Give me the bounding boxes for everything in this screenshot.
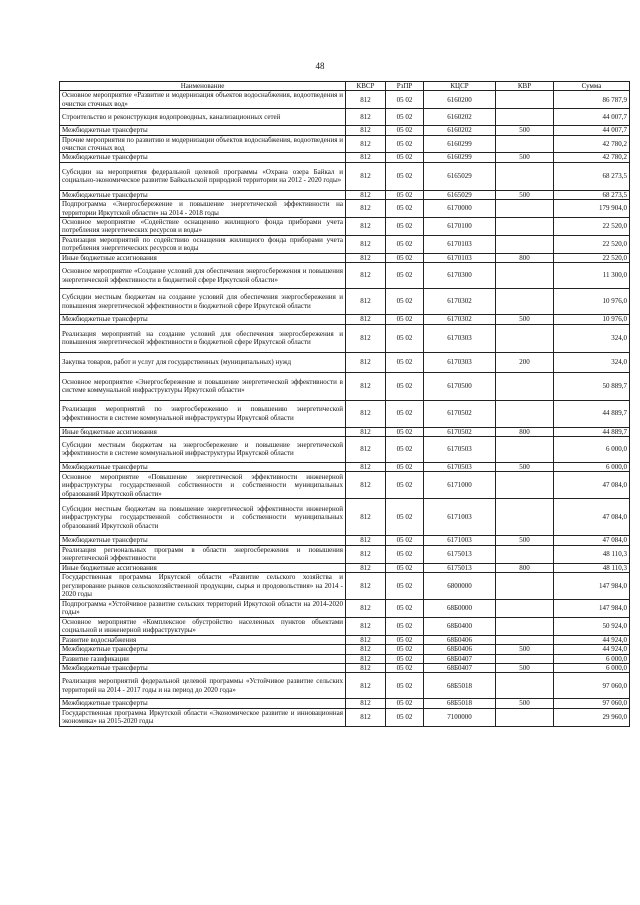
cell-rzpr: 05 02 <box>386 673 424 699</box>
table-row <box>60 427 630 436</box>
table-row <box>60 654 630 663</box>
cell-kcsr: 6160299 <box>424 135 496 153</box>
table-row <box>60 126 630 135</box>
budget-table <box>59 81 630 727</box>
cell-kvr <box>496 499 554 536</box>
cell-kvsr: 812 <box>346 617 386 635</box>
cell-kvr: 500 <box>496 645 554 654</box>
cell-kcsr: 6171003 <box>424 536 496 545</box>
cell-kvr: 200 <box>496 352 554 372</box>
cell-kvsr: 812 <box>346 289 386 315</box>
cell-kvsr: 812 <box>346 545 386 563</box>
cell-kvsr: 812 <box>346 190 386 199</box>
table-row <box>60 135 630 153</box>
page-number: 48 <box>315 61 325 71</box>
cell-sum: 86 787,9 <box>554 91 630 109</box>
cell-kvsr: 812 <box>346 663 386 672</box>
cell-sum: 97 060,0 <box>554 673 630 699</box>
cell-name: Межбюджетные трансферты <box>60 190 346 199</box>
cell-kcsr: 6800000 <box>424 572 496 599</box>
table-row <box>60 109 630 126</box>
header-kvr: КВР <box>496 82 554 91</box>
cell-kvr <box>496 324 554 352</box>
table-row <box>60 462 630 471</box>
cell-rzpr: 05 02 <box>386 235 424 253</box>
cell-kvr <box>496 572 554 599</box>
cell-kcsr: 6165029 <box>424 190 496 199</box>
cell-sum: 68 273,5 <box>554 190 630 199</box>
table-row <box>60 190 630 199</box>
cell-rzpr: 05 02 <box>386 635 424 644</box>
cell-sum: 6 000,0 <box>554 462 630 471</box>
table-row <box>60 699 630 708</box>
cell-name: Межбюджетные трансферты <box>60 536 346 545</box>
table-row <box>60 289 630 315</box>
table-row <box>60 599 630 617</box>
cell-kcsr: 68Б0400 <box>424 617 496 635</box>
cell-kvr <box>496 135 554 153</box>
cell-sum: 47 084,0 <box>554 536 630 545</box>
cell-sum: 147 984,0 <box>554 572 630 599</box>
cell-kvsr: 812 <box>346 654 386 663</box>
table-row <box>60 545 630 563</box>
cell-kvsr: 812 <box>346 218 386 236</box>
cell-name: Основное мероприятие «Энергосбережение и повышение энергетической эффективности в системе коммунальной инфраструктуры Иркутской области» <box>60 372 346 400</box>
cell-sum: 47 084,0 <box>554 472 630 499</box>
cell-kcsr: 6175013 <box>424 563 496 572</box>
cell-kvr <box>496 372 554 400</box>
cell-kcsr: 6170103 <box>424 253 496 262</box>
table-row <box>60 372 630 400</box>
cell-name: Субсидии местным бюджетам на повышение энергетической эффективности инженерной инфраструктуры государственной собственности и собственности муниципальных образований Иркутской области <box>60 499 346 536</box>
cell-kcsr: 6170103 <box>424 235 496 253</box>
cell-kvsr: 812 <box>346 126 386 135</box>
cell-kcsr: 68Б5018 <box>424 673 496 699</box>
cell-kvr <box>496 673 554 699</box>
cell-kvsr: 812 <box>346 91 386 109</box>
cell-name: Реализация мероприятий на создание условий для обеспечения энергосбережения и повышения энергетической эффективности в бюджетной сфере Иркутской области <box>60 324 346 352</box>
cell-kcsr: 68Б0406 <box>424 645 496 654</box>
cell-kvsr: 812 <box>346 200 386 218</box>
table-row <box>60 472 630 499</box>
cell-name: Межбюджетные трансферты <box>60 153 346 162</box>
cell-kcsr: 6170000 <box>424 200 496 218</box>
cell-rzpr: 05 02 <box>386 190 424 199</box>
cell-name: Основное мероприятие «Содействие оснащению жилищного фонда приборами учета потребления энергетических ресурсов и воды» <box>60 218 346 236</box>
cell-name: Межбюджетные трансферты <box>60 645 346 654</box>
cell-kvsr: 812 <box>346 599 386 617</box>
cell-kvr: 500 <box>496 190 554 199</box>
cell-kvsr: 812 <box>346 162 386 190</box>
cell-sum: 29 960,0 <box>554 708 630 726</box>
cell-kcsr: 6170502 <box>424 400 496 427</box>
cell-kcsr: 6170300 <box>424 263 496 289</box>
cell-kcsr: 6170502 <box>424 427 496 436</box>
cell-kcsr: 6170100 <box>424 218 496 236</box>
cell-sum: 42 780,2 <box>554 135 630 153</box>
cell-rzpr: 05 02 <box>386 572 424 599</box>
cell-rzpr: 05 02 <box>386 400 424 427</box>
table-row <box>60 645 630 654</box>
cell-name: Основное мероприятие «Создание условий для обеспечения энергосбережения и повышения энергетической эффективности в бюджетной сфере Иркутской области» <box>60 263 346 289</box>
cell-kvsr: 812 <box>346 472 386 499</box>
cell-kvsr: 812 <box>346 436 386 462</box>
cell-sum: 6 000,0 <box>554 663 630 672</box>
cell-rzpr: 05 02 <box>386 663 424 672</box>
cell-name: Субсидии местным бюджетам на энергосбережение и повышение энергетической эффективности в системе коммунальной инфраструктуры Иркутской области <box>60 436 346 462</box>
cell-rzpr: 05 02 <box>386 126 424 135</box>
table-row <box>60 235 630 253</box>
cell-kvsr: 812 <box>346 109 386 126</box>
cell-kcsr: 6170302 <box>424 289 496 315</box>
cell-rzpr: 05 02 <box>386 200 424 218</box>
cell-kcsr: 6170303 <box>424 352 496 372</box>
cell-rzpr: 05 02 <box>386 617 424 635</box>
cell-sum: 22 520,0 <box>554 253 630 262</box>
cell-kvr <box>496 472 554 499</box>
cell-rzpr: 05 02 <box>386 545 424 563</box>
cell-kvsr: 812 <box>346 352 386 372</box>
cell-name: Развитие водоснабжения <box>60 635 346 644</box>
cell-kvsr: 812 <box>346 235 386 253</box>
table-row <box>60 218 630 236</box>
cell-kvsr: 812 <box>346 263 386 289</box>
cell-kvsr: 812 <box>346 645 386 654</box>
cell-kcsr: 6170503 <box>424 436 496 462</box>
header-kcsr: КЦСР <box>424 82 496 91</box>
table-row <box>60 200 630 218</box>
cell-kcsr: 7100000 <box>424 708 496 726</box>
cell-sum: 48 110,3 <box>554 545 630 563</box>
table-row <box>60 708 630 726</box>
cell-name: Прочие мероприятия по развитию и модернизации объектов водоснабжения, водоотведения и очистки сточных вод <box>60 135 346 153</box>
cell-rzpr: 05 02 <box>386 289 424 315</box>
cell-kvsr: 812 <box>346 673 386 699</box>
cell-name: Государственная программа Иркутской области «Развитие сельского хозяйства и регулирование рынков сельскохозяйственной продукции, сырья и продовольствия» на 2014 - 2020 годы <box>60 572 346 599</box>
cell-kvr <box>496 654 554 663</box>
cell-kvsr: 812 <box>346 153 386 162</box>
cell-kvr <box>496 91 554 109</box>
cell-kvsr: 812 <box>346 708 386 726</box>
cell-kvr: 500 <box>496 462 554 471</box>
cell-sum: 44 007,7 <box>554 126 630 135</box>
cell-rzpr: 05 02 <box>386 462 424 471</box>
cell-kvr <box>496 109 554 126</box>
cell-kcsr: 6160202 <box>424 126 496 135</box>
cell-rzpr: 05 02 <box>386 109 424 126</box>
cell-kcsr: 6171003 <box>424 499 496 536</box>
cell-kcsr: 6160200 <box>424 91 496 109</box>
cell-name: Реализация мероприятий по энергосбережению и повышению энергетической эффективности в системе коммунальной инфраструктуры Иркутской области <box>60 400 346 427</box>
cell-kvsr: 812 <box>346 315 386 324</box>
cell-rzpr: 05 02 <box>386 135 424 153</box>
cell-kvr: 500 <box>496 536 554 545</box>
table-row <box>60 436 630 462</box>
cell-kvr <box>496 218 554 236</box>
cell-kvsr: 812 <box>346 400 386 427</box>
cell-rzpr: 05 02 <box>386 427 424 436</box>
cell-name: Межбюджетные трансферты <box>60 462 346 471</box>
table-row <box>60 352 630 372</box>
cell-rzpr: 05 02 <box>386 499 424 536</box>
cell-rzpr: 05 02 <box>386 699 424 708</box>
table-row <box>60 253 630 262</box>
cell-sum: 324,0 <box>554 352 630 372</box>
cell-sum: 48 110,3 <box>554 563 630 572</box>
cell-rzpr: 05 02 <box>386 472 424 499</box>
cell-sum: 147 984,0 <box>554 599 630 617</box>
cell-name: Основное мероприятие «Комплексное обустройство населенных пунктов объектами социальной и инженерной инфраструктуры» <box>60 617 346 635</box>
cell-rzpr: 05 02 <box>386 708 424 726</box>
cell-rzpr: 05 02 <box>386 536 424 545</box>
table-row <box>60 315 630 324</box>
cell-kvr <box>496 235 554 253</box>
cell-kvr <box>496 545 554 563</box>
cell-rzpr: 05 02 <box>386 645 424 654</box>
cell-kvsr: 812 <box>346 462 386 471</box>
table-row <box>60 572 630 599</box>
cell-sum: 42 780,2 <box>554 153 630 162</box>
cell-kvr: 500 <box>496 663 554 672</box>
cell-kcsr: 6170303 <box>424 324 496 352</box>
cell-sum: 6 000,0 <box>554 436 630 462</box>
cell-rzpr: 05 02 <box>386 162 424 190</box>
cell-name: Закупка товаров, работ и услуг для государственных (муниципальных) нужд <box>60 352 346 372</box>
cell-kcsr: 6160299 <box>424 153 496 162</box>
cell-kvsr: 812 <box>346 572 386 599</box>
table-row <box>60 400 630 427</box>
cell-kvsr: 812 <box>346 635 386 644</box>
cell-sum: 68 273,5 <box>554 162 630 190</box>
cell-kvr: 500 <box>496 315 554 324</box>
cell-kvr <box>496 263 554 289</box>
cell-rzpr: 05 02 <box>386 153 424 162</box>
cell-name: Реализация региональных программ в области энергосбережения и повышения энергетической эффективности <box>60 545 346 563</box>
cell-sum: 97 060,0 <box>554 699 630 708</box>
cell-kvr <box>496 400 554 427</box>
table-row <box>60 663 630 672</box>
cell-sum: 179 904,0 <box>554 200 630 218</box>
cell-name: Межбюджетные трансферты <box>60 699 346 708</box>
cell-name: Государственная программа Иркутской области «Экономическое развитие и инновационная экономика» на 2015-2020 годы <box>60 708 346 726</box>
cell-kvr: 800 <box>496 253 554 262</box>
cell-kvr: 500 <box>496 699 554 708</box>
cell-kcsr: 6170500 <box>424 372 496 400</box>
cell-kcsr: 6175013 <box>424 545 496 563</box>
cell-kcsr: 68Б0407 <box>424 663 496 672</box>
cell-sum: 22 520,0 <box>554 218 630 236</box>
header-kvsr: КВСР <box>346 82 386 91</box>
table-row <box>60 162 630 190</box>
cell-rzpr: 05 02 <box>386 91 424 109</box>
table-header-row <box>60 82 630 91</box>
table-row <box>60 536 630 545</box>
cell-name: Основное мероприятие «Повышение энергетической эффективности инженерной инфраструктуры государственной собственности и собственности муниципальных образований Иркутской области» <box>60 472 346 499</box>
cell-kvsr: 812 <box>346 135 386 153</box>
cell-kvr <box>496 289 554 315</box>
cell-name: Межбюджетные трансферты <box>60 315 346 324</box>
cell-rzpr: 05 02 <box>386 263 424 289</box>
cell-sum: 10 976,0 <box>554 315 630 324</box>
cell-name: Строительство и реконструкция водопроводных, канализационных сетей <box>60 109 346 126</box>
table-row <box>60 324 630 352</box>
cell-kvsr: 812 <box>346 699 386 708</box>
cell-kvr <box>496 200 554 218</box>
cell-sum: 44 889,7 <box>554 427 630 436</box>
cell-name: Иные бюджетные ассигнования <box>60 563 346 572</box>
cell-rzpr: 05 02 <box>386 324 424 352</box>
header-rzpr: РзПР <box>386 82 424 91</box>
cell-sum: 10 976,0 <box>554 289 630 315</box>
header-sum: Сумма <box>554 82 630 91</box>
cell-sum: 44 924,0 <box>554 635 630 644</box>
cell-rzpr: 05 02 <box>386 352 424 372</box>
cell-kvr <box>496 599 554 617</box>
table-row <box>60 153 630 162</box>
cell-kvr: 500 <box>496 153 554 162</box>
cell-kvsr: 812 <box>346 372 386 400</box>
table-row <box>60 563 630 572</box>
cell-name: Субсидии на мероприятия федеральной целевой программы «Охрана озера Байкал и социально-экономическое развитие Байкальской природной территории на 2012 - 2020 годы» <box>60 162 346 190</box>
cell-sum: 44 924,0 <box>554 645 630 654</box>
cell-sum: 324,0 <box>554 324 630 352</box>
cell-kcsr: 6170503 <box>424 462 496 471</box>
cell-sum: 11 300,0 <box>554 263 630 289</box>
cell-name: Подпрограмма «Энергосбережение и повышение энергетической эффективности на территории Иркутской области» на 2014 - 2018 годы <box>60 200 346 218</box>
cell-sum: 50 889,7 <box>554 372 630 400</box>
cell-kvr <box>496 617 554 635</box>
cell-rzpr: 05 02 <box>386 436 424 462</box>
cell-kvr <box>496 162 554 190</box>
cell-kvsr: 812 <box>346 563 386 572</box>
cell-name: Основное мероприятие «Развитие и модернизация объектов водоснабжения, водоотведения и очистки сточных вод» <box>60 91 346 109</box>
cell-sum: 50 924,0 <box>554 617 630 635</box>
cell-kvr: 800 <box>496 563 554 572</box>
table-row <box>60 617 630 635</box>
cell-name: Межбюджетные трансферты <box>60 126 346 135</box>
cell-kcsr: 68Б5018 <box>424 699 496 708</box>
cell-kcsr: 68Б0406 <box>424 635 496 644</box>
cell-name: Субсидии местным бюджетам на создание условий для обеспечения энергосбережения и повышения энергетической эффективности в бюджетной сфере Иркутской области <box>60 289 346 315</box>
cell-rzpr: 05 02 <box>386 599 424 617</box>
cell-sum: 6 000,0 <box>554 654 630 663</box>
cell-sum: 44 889,7 <box>554 400 630 427</box>
table-row <box>60 673 630 699</box>
table-row <box>60 499 630 536</box>
cell-kvsr: 812 <box>346 499 386 536</box>
cell-kcsr: 6165029 <box>424 162 496 190</box>
cell-sum: 44 007,7 <box>554 109 630 126</box>
cell-kvsr: 812 <box>346 253 386 262</box>
cell-kcsr: 68Б0000 <box>424 599 496 617</box>
cell-name: Реализация мероприятий по содействию оснащения жилищного фонда приборами учета потребления энергетических ресурсов и воды <box>60 235 346 253</box>
cell-kvr <box>496 436 554 462</box>
cell-name: Межбюджетные трансферты <box>60 663 346 672</box>
table-row <box>60 91 630 109</box>
header-name: Наименование <box>60 82 346 91</box>
cell-rzpr: 05 02 <box>386 372 424 400</box>
cell-name: Подпрограмма «Устойчивое развитие сельских территорий Иркутской области на 2014-2020 годы» <box>60 599 346 617</box>
cell-kcsr: 6171000 <box>424 472 496 499</box>
cell-rzpr: 05 02 <box>386 563 424 572</box>
cell-kvsr: 812 <box>346 536 386 545</box>
cell-kvsr: 812 <box>346 324 386 352</box>
table-row <box>60 635 630 644</box>
cell-kvr: 800 <box>496 427 554 436</box>
cell-name: Реализация мероприятий федеральной целевой программы «Устойчивое развитие сельских территорий на 2014 - 2017 годы и на период до 2020 года» <box>60 673 346 699</box>
cell-sum: 47 084,0 <box>554 499 630 536</box>
cell-kvsr: 812 <box>346 427 386 436</box>
cell-kvr <box>496 635 554 644</box>
cell-kcsr: 68Б0407 <box>424 654 496 663</box>
cell-kcsr: 6160202 <box>424 109 496 126</box>
cell-sum: 22 520,0 <box>554 235 630 253</box>
cell-rzpr: 05 02 <box>386 218 424 236</box>
cell-kcsr: 6170302 <box>424 315 496 324</box>
cell-name: Развитие газификации <box>60 654 346 663</box>
cell-rzpr: 05 02 <box>386 253 424 262</box>
cell-name: Иные бюджетные ассигнования <box>60 253 346 262</box>
cell-kvr <box>496 708 554 726</box>
table-row <box>60 263 630 289</box>
cell-kvr: 500 <box>496 126 554 135</box>
cell-rzpr: 05 02 <box>386 654 424 663</box>
cell-rzpr: 05 02 <box>386 315 424 324</box>
cell-name: Иные бюджетные ассигнования <box>60 427 346 436</box>
